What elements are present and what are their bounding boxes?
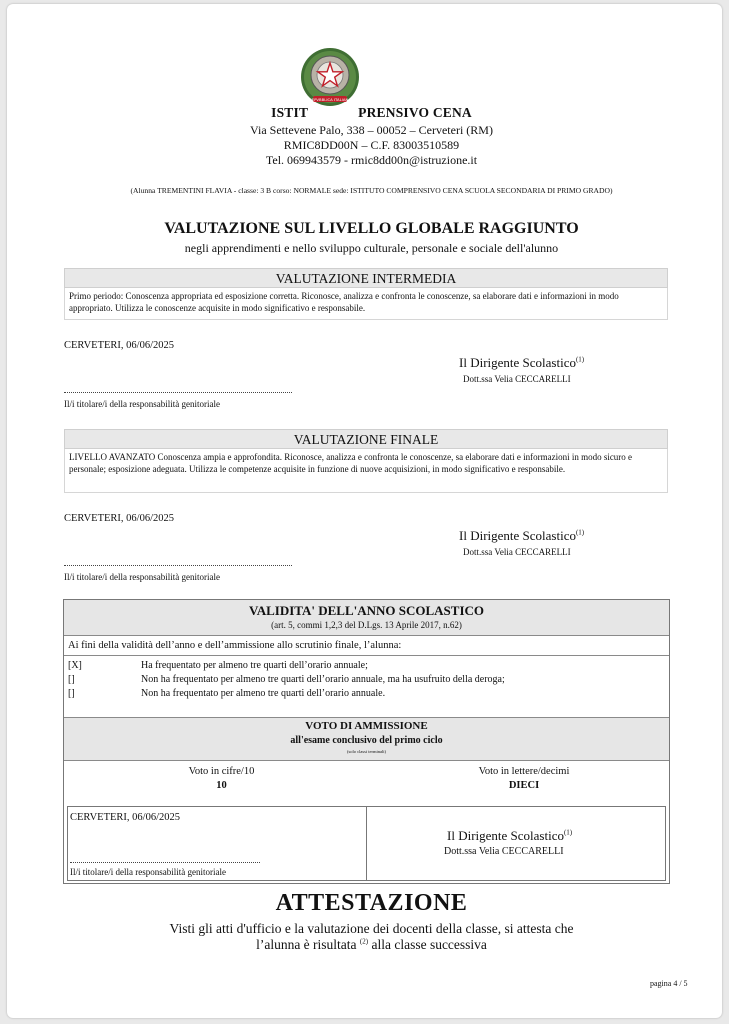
validity-heading: VALIDITA' DELL'ANNO SCOLASTICO (248, 603, 485, 618)
final-parent-label: Il/i titolare/i della responsabilità genitoriale (64, 572, 220, 582)
intermediate-place-date: CERVETERI, 06/06/2025 (64, 340, 174, 351)
admission-subheading: all'esame conclusivo del primo ciclo (290, 735, 443, 746)
admission-note: (solo classi terminali) (347, 749, 386, 754)
divider (64, 655, 669, 656)
divider (64, 760, 669, 761)
signature-line (64, 559, 292, 566)
option-text: Non ha frequentato per almeno tre quarti dell’orario annuale. (141, 688, 386, 699)
republic-emblem-icon (299, 46, 361, 108)
intermediate-heading: VALUTAZIONE INTERMEDIA (64, 268, 668, 288)
admission-heading: VOTO DI AMMISSIONE (305, 720, 428, 732)
svg-text:REPVBBLICA ITALIANA: REPVBBLICA ITALIANA (309, 97, 351, 102)
divider (366, 806, 367, 881)
document-page (7, 4, 722, 1018)
page-subtitle: negli apprendimenti e nello sviluppo culturale, personale e sociale dell'alunno (184, 241, 559, 255)
page-title: VALUTAZIONE SUL LIVELLO GLOBALE RAGGIUNTO (164, 220, 579, 237)
vote-letters-label: Voto in lettere/decimi (478, 766, 570, 777)
vote-digits-label: Voto in cifre/10 (188, 766, 255, 777)
option-text: Ha frequentato per almeno tre quarti dell’orario annuale; (141, 660, 368, 671)
page-number: pagina 4 / 5 (650, 979, 688, 988)
intermediate-parent-label: Il/i titolare/i della responsabilità genitoriale (64, 399, 220, 409)
vote-letters-value: DIECI (508, 780, 540, 791)
signature-line (70, 856, 260, 863)
school-contacts: Tel. 069943579 - rmic8dd00n@istruzione.it (265, 153, 478, 167)
attestazione-title: ATTESTAZIONE (275, 890, 468, 916)
admission-parent-label: Il/i titolare/i della responsabilità genitoriale (70, 867, 226, 877)
admission-signer-title: Il Dirigente Scolastico$^{(1)}$ (447, 828, 573, 843)
admission-place-date: CERVETERI, 06/06/2025 (70, 812, 180, 823)
validity-reference: (art. 5, commi 1,2,3 del D.Lgs. 13 Aprile 2017, n.62) (271, 620, 462, 630)
divider (64, 635, 669, 636)
intermediate-signer-title: Il Dirigente Scolastico$^{(1)}$ (459, 355, 585, 370)
final-signer-title: Il Dirigente Scolastico$^{(1)}$ (459, 528, 585, 543)
signature-line (64, 386, 292, 393)
school-address: Via Settevene Palo, 338 – 00052 – Cerveteri (RM) (250, 123, 493, 137)
final-place-date: CERVETERI, 06/06/2025 (64, 513, 174, 524)
admission-signer-name: Dott.ssa Velia CECCARELLI (444, 846, 564, 857)
school-name: ISTIT PRENSIVO CENA (271, 105, 472, 120)
final-signer-name: Dott.ssa Velia CECCARELLI (463, 547, 571, 557)
option-checkbox: [X] (68, 660, 82, 671)
intermediate-signer-name: Dott.ssa Velia CECCARELLI (463, 374, 571, 384)
attestazione-line-1: Visti gli atti d'ufficio e la valutazione dei docenti della classe, si attesta che (169, 921, 574, 936)
final-text: LIVELLO AVANZATO Conoscenza ampia e approfondita. Riconosce, analizza e confronta le conoscenze, sa elaborare dati e informazioni in modo sicuro e personale; esposizione adeguata. Utilizza le competenze acquisite in funzione di nuove acquisizioni, in modo significativo e responsabile. (64, 449, 668, 493)
option-text: Non ha frequentato per almeno tre quarti dell’orario annuale, ma ha usufruito della deroga; (141, 674, 505, 685)
option-checkbox: [] (68, 688, 75, 699)
intermediate-text: Primo periodo: Conoscenza appropriata ed esposizione corretta. Riconosce, analizza e confronta le conoscenze, sa elaborare dati e informazioni in modo appropriato. Utilizza le conoscenze acquisite in modo significativo e responsabile. (64, 288, 668, 320)
final-heading: VALUTAZIONE FINALE (64, 429, 668, 449)
validity-intro: Ai fini della validità dell’anno e dell’ammissione allo scrutinio finale, l’alunna: (68, 640, 402, 651)
attestazione-line-2: l’alunna è risultata $^{(2)}$ alla classe successiva (256, 937, 487, 952)
student-info: (Alunna TREMENTINI FLAVIA - classe: 3 B corso: NORMALE sede: ISTITUTO COMPRENSIVO CENA SCUOLA SECONDARIA DI PRIMO GRADO) (130, 186, 613, 195)
option-checkbox: [] (68, 674, 75, 685)
vote-digits-value: 10 (216, 780, 227, 791)
school-codes: RMIC8DD00N – C.F. 83003510589 (283, 138, 460, 152)
